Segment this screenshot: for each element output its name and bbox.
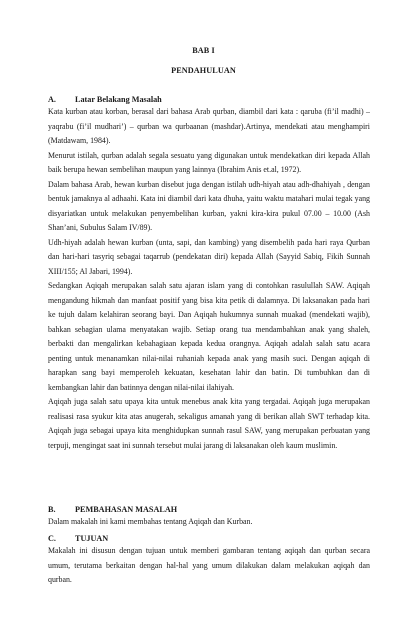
paragraph: Makalah ini disusun dengan tujuan untuk memberi gambaran tentang aqiqah dan qurban secara umum, terutama berkaitan dengan hal-hal yang umum dilakukan dalam melakukan aqiqah dan qurban.	[48, 546, 370, 584]
paragraph: Dalam makalah ini kami membahas tentang Aqiqah dan Kurban.	[48, 517, 253, 526]
paragraph: Kata kurban atau korban, berasal dari bahasa Arab qurban, diambil dari kata : qaruba (fi’il madhi) – yaqrabu (fi’il mudhari’) – qurban wa qurbaanan (mashdar).Artinya, mendekati atau menghampiri (Matdawam, 1984).	[48, 107, 370, 145]
section-a-title: Latar Belakang Masalah	[75, 95, 162, 104]
section-c-title: TUJUAN	[75, 534, 109, 543]
section-b-number: B.	[48, 505, 56, 514]
section-b-title: PEMBAHASAN MASALAH	[75, 505, 178, 514]
section-c-body	[48, 544, 370, 588]
section-b-heading	[48, 505, 177, 514]
section-a-body	[48, 105, 370, 453]
section-a-number: A.	[48, 95, 56, 104]
paragraph: Aqiqah juga salah satu upaya kita untuk menebus anak kita yang tergadai. Aqiqah juga merupakan realisasi rasa syukur kita atas anugerah, sekaligus amanah yang di berikan allah SWT terhadap kita. Aqiqah juga sebagai upaya kita menghidupkan sunnah rasul SAW, yang merupakan perbuatan yang terpuji, mengingat saat ini sunnah tersebut mulai jarang di laksanakan oleh kaum muslimin.	[48, 397, 370, 450]
paragraph: Dalam bahasa Arab, hewan kurban disebut juga dengan istilah udh-hiyah atau adh-dhahiyah , dengan bentuk jamaknya al adhaahi. Kata ini diambil dari kata dhuha, yaitu waktu matahari mulai tegak yang disyariatkan untuk melakukan penyembelihan kurban, yakni kira-kira pukul 07.00 – 10.00 (Ash Shan’ani, Subulus Salam IV/89).	[48, 179, 370, 232]
paragraph: Sedangkan Aqiqah merupakan salah satu ajaran islam yang di contohkan rasulullah SAW. Aqiqah mengandung hikmah dan manfaat positif yang bisa kita petik di dalamnya. Di laksanakan pada hari ke tujuh dalam kelahiran seorang bayi. Dan Aqiqah hukumnya sunnah muakad (mendekati wajib), bahkan sebagian ulama menyatakan wajib. Setiap orang tua mendambahkan anak yang shaleh, berbakti dan mengalirkan kebahagiaan kepada kedua orangnya. Aqiqah adalah salah satu acara penting untuk menanamkan nilai-nilai ruhaniah kepada anak yang masih suci. Dengan aqiqah di harapkan sang bayi memperoleh kekuatan, kesehatan lahir dan batin. Di tumbuhkan dan di kembangkan lahir dan batinnya dengan nilai-nilai ilahiyah.	[48, 281, 370, 392]
section-c-heading	[48, 534, 108, 543]
section-a-heading	[48, 95, 162, 104]
section-b-body	[48, 515, 370, 530]
paragraph: Menurut istilah, qurban adalah segala sesuatu yang digunakan untuk mendekatkan diri kepada Allah baik berupa hewan sembelihan maupun yang lainnya (Ibrahim Anis et.al, 1972).	[48, 150, 370, 174]
paragraph: Udh-hiyah adalah hewan kurban (unta, sapi, dan kambing) yang disembelih pada hari raya Qurban dan hari-hari tasyriq sebagai taqarrub (pendekatan diri) kepada Allah (Sayyid Sabiq, Fikih Sunnah XIII/155; Al Jabari, 1994).	[48, 237, 370, 276]
chapter-title: PENDAHULUAN	[171, 66, 236, 75]
chapter-number: BAB I	[192, 46, 215, 55]
section-c-number: C.	[48, 534, 56, 543]
